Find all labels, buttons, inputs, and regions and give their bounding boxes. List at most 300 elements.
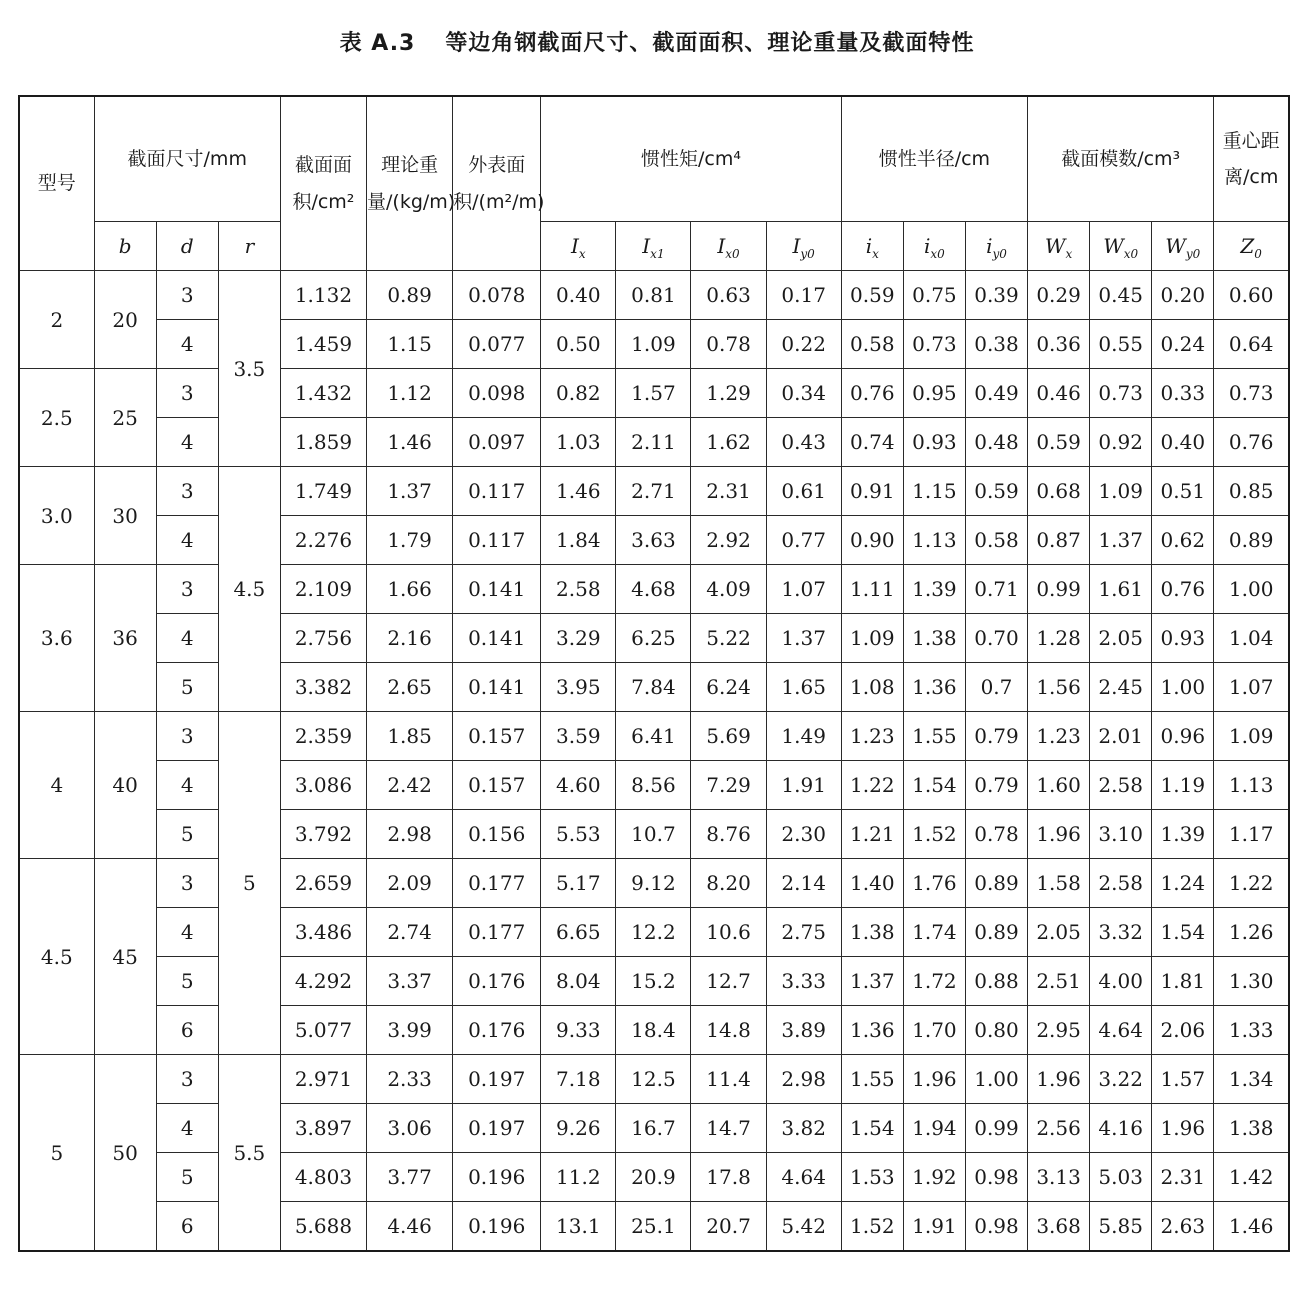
cell-model: 4.5 — [19, 859, 94, 1055]
cell-z0: 1.00 — [1214, 565, 1289, 614]
cell-z0: 1.46 — [1214, 1202, 1289, 1252]
table-row — [19, 516, 1289, 565]
sub-header-wx0: $W_{x0}$ — [1090, 222, 1152, 271]
cell-surface: 0.117 — [453, 467, 541, 516]
cell-d: 3 — [156, 369, 218, 418]
cell-ry0: 1.00 — [965, 1055, 1027, 1104]
cell-iy0: 2.75 — [766, 908, 841, 957]
cell-rx: 1.40 — [841, 859, 903, 908]
cell-d: 4 — [156, 614, 218, 663]
cell-ix0: 20.7 — [691, 1202, 766, 1252]
cell-wx: 3.68 — [1028, 1202, 1090, 1252]
cell-ry0: 0.79 — [965, 761, 1027, 810]
cell-area: 5.688 — [280, 1202, 366, 1252]
cell-wx: 1.28 — [1028, 614, 1090, 663]
cell-wx0: 2.58 — [1090, 761, 1152, 810]
cell-ry0: 0.78 — [965, 810, 1027, 859]
cell-wx: 2.05 — [1028, 908, 1090, 957]
cell-wy0: 0.76 — [1152, 565, 1214, 614]
cell-d: 3 — [156, 565, 218, 614]
sub-header-ix: $i_x$ — [841, 222, 903, 271]
cell-iy0: 1.37 — [766, 614, 841, 663]
cell-area: 1.859 — [280, 418, 366, 467]
sub-header-ix1: $I_{x1}$ — [616, 222, 691, 271]
cell-iy0: 4.64 — [766, 1153, 841, 1202]
cell-wx0: 0.73 — [1090, 369, 1152, 418]
cell-d: 5 — [156, 1153, 218, 1202]
cell-wx: 0.46 — [1028, 369, 1090, 418]
cell-rx: 1.52 — [841, 1202, 903, 1252]
cell-ix1: 1.57 — [616, 369, 691, 418]
cell-wx: 2.51 — [1028, 957, 1090, 1006]
cell-rx: 0.74 — [841, 418, 903, 467]
cell-weight: 1.15 — [367, 320, 453, 369]
cell-ix0: 5.69 — [691, 712, 766, 761]
header-area: 截面面积/cm² — [280, 96, 366, 271]
cell-ix: 3.59 — [541, 712, 616, 761]
cell-weight: 2.98 — [367, 810, 453, 859]
cell-ix1: 9.12 — [616, 859, 691, 908]
cell-d: 5 — [156, 810, 218, 859]
cell-r: 5.5 — [218, 1055, 280, 1252]
cell-wy0: 1.57 — [1152, 1055, 1214, 1104]
cell-z0: 1.38 — [1214, 1104, 1289, 1153]
cell-wx0: 2.58 — [1090, 859, 1152, 908]
cell-wx0: 0.45 — [1090, 271, 1152, 320]
cell-weight: 1.12 — [367, 369, 453, 418]
cell-d: 4 — [156, 908, 218, 957]
cell-ix1: 6.41 — [616, 712, 691, 761]
cell-wy0: 0.40 — [1152, 418, 1214, 467]
cell-area: 2.971 — [280, 1055, 366, 1104]
cell-wx0: 3.10 — [1090, 810, 1152, 859]
cell-iy0: 1.91 — [766, 761, 841, 810]
cell-wx0: 0.92 — [1090, 418, 1152, 467]
cell-ix0: 0.78 — [691, 320, 766, 369]
cell-weight: 1.46 — [367, 418, 453, 467]
cell-ix: 11.2 — [541, 1153, 616, 1202]
table-row — [19, 1104, 1289, 1153]
cell-rx: 1.38 — [841, 908, 903, 957]
cell-rx0: 1.96 — [903, 1055, 965, 1104]
cell-rx: 1.22 — [841, 761, 903, 810]
cell-wx: 1.58 — [1028, 859, 1090, 908]
cell-iy0: 1.07 — [766, 565, 841, 614]
table-row — [19, 810, 1289, 859]
sub-header-iy0: $I_{y0}$ — [766, 222, 841, 271]
cell-rx0: 1.91 — [903, 1202, 965, 1252]
cell-area: 3.486 — [280, 908, 366, 957]
cell-weight: 1.66 — [367, 565, 453, 614]
cell-d: 4 — [156, 761, 218, 810]
cell-ix: 0.82 — [541, 369, 616, 418]
table-body — [19, 271, 1289, 1252]
cell-weight: 2.33 — [367, 1055, 453, 1104]
header-dims: 截面尺寸/mm — [94, 96, 280, 222]
cell-area: 2.109 — [280, 565, 366, 614]
cell-area: 2.756 — [280, 614, 366, 663]
cell-d: 3 — [156, 1055, 218, 1104]
cell-ry0: 0.59 — [965, 467, 1027, 516]
cell-b: 30 — [94, 467, 156, 565]
cell-wy0: 0.62 — [1152, 516, 1214, 565]
table-row — [19, 859, 1289, 908]
cell-z0: 0.60 — [1214, 271, 1289, 320]
cell-surface: 0.098 — [453, 369, 541, 418]
cell-area: 2.659 — [280, 859, 366, 908]
cell-ix0: 7.29 — [691, 761, 766, 810]
sub-header-wy0: $W_{y0}$ — [1152, 222, 1214, 271]
cell-ry0: 0.88 — [965, 957, 1027, 1006]
table-row — [19, 320, 1289, 369]
cell-wy0: 0.24 — [1152, 320, 1214, 369]
cell-b: 50 — [94, 1055, 156, 1252]
header-radius: 惯性半径/cm — [841, 96, 1027, 222]
cell-surface: 0.141 — [453, 565, 541, 614]
cell-rx: 1.55 — [841, 1055, 903, 1104]
cell-wx: 1.56 — [1028, 663, 1090, 712]
header-model: 型号 — [19, 96, 94, 271]
cell-model: 3.6 — [19, 565, 94, 712]
cell-ix0: 14.7 — [691, 1104, 766, 1153]
cell-wy0: 2.31 — [1152, 1153, 1214, 1202]
cell-r: 4.5 — [218, 467, 280, 712]
cell-ix0: 1.29 — [691, 369, 766, 418]
cell-iy0: 3.82 — [766, 1104, 841, 1153]
cell-surface: 0.117 — [453, 516, 541, 565]
cell-ix: 1.46 — [541, 467, 616, 516]
sub-header-wx: $W_x$ — [1028, 222, 1090, 271]
cell-ix1: 2.71 — [616, 467, 691, 516]
sub-header-z0: $Z_0$ — [1214, 222, 1289, 271]
cell-weight: 1.79 — [367, 516, 453, 565]
cell-iy0: 0.61 — [766, 467, 841, 516]
cell-wy0: 1.96 — [1152, 1104, 1214, 1153]
sub-header-r: r — [218, 222, 280, 271]
table-row — [19, 614, 1289, 663]
cell-ix0: 2.31 — [691, 467, 766, 516]
cell-rx: 1.54 — [841, 1104, 903, 1153]
cell-ix1: 8.56 — [616, 761, 691, 810]
cell-z0: 1.04 — [1214, 614, 1289, 663]
cell-wx: 0.87 — [1028, 516, 1090, 565]
cell-surface: 0.196 — [453, 1153, 541, 1202]
cell-wx: 0.36 — [1028, 320, 1090, 369]
cell-ix1: 12.2 — [616, 908, 691, 957]
table-row — [19, 467, 1289, 516]
cell-rx0: 1.38 — [903, 614, 965, 663]
header-modulus: 截面模数/cm³ — [1028, 96, 1214, 222]
cell-ry0: 0.39 — [965, 271, 1027, 320]
cell-wx0: 0.55 — [1090, 320, 1152, 369]
cell-rx: 0.91 — [841, 467, 903, 516]
cell-rx: 0.58 — [841, 320, 903, 369]
cell-wx: 2.56 — [1028, 1104, 1090, 1153]
cell-ix: 2.58 — [541, 565, 616, 614]
cell-ix: 0.40 — [541, 271, 616, 320]
cell-ix: 8.04 — [541, 957, 616, 1006]
header-surface: 外表面积/(m²/m) — [453, 96, 541, 271]
cell-ix0: 10.6 — [691, 908, 766, 957]
table-row — [19, 1153, 1289, 1202]
cell-b: 45 — [94, 859, 156, 1055]
cell-ix: 7.18 — [541, 1055, 616, 1104]
cell-ix: 0.50 — [541, 320, 616, 369]
cell-weight: 0.89 — [367, 271, 453, 320]
cell-b: 40 — [94, 712, 156, 859]
cell-rx0: 1.92 — [903, 1153, 965, 1202]
cell-ix1: 7.84 — [616, 663, 691, 712]
cell-model: 2.5 — [19, 369, 94, 467]
cell-area: 3.382 — [280, 663, 366, 712]
sub-header-b: b — [94, 222, 156, 271]
cell-ix0: 11.4 — [691, 1055, 766, 1104]
cell-wx0: 1.09 — [1090, 467, 1152, 516]
table-title — [0, 26, 1314, 57]
cell-wy0: 1.19 — [1152, 761, 1214, 810]
cell-wx0: 3.32 — [1090, 908, 1152, 957]
table-row — [19, 761, 1289, 810]
cell-ix: 5.17 — [541, 859, 616, 908]
cell-surface: 0.141 — [453, 614, 541, 663]
table-row — [19, 418, 1289, 467]
header-weight: 理论重量/(kg/m) — [367, 96, 453, 271]
cell-ry0: 0.89 — [965, 859, 1027, 908]
cell-rx: 1.09 — [841, 614, 903, 663]
cell-d: 4 — [156, 1104, 218, 1153]
cell-wy0: 1.24 — [1152, 859, 1214, 908]
cell-z0: 1.07 — [1214, 663, 1289, 712]
cell-ry0: 0.71 — [965, 565, 1027, 614]
cell-ry0: 0.79 — [965, 712, 1027, 761]
cell-d: 4 — [156, 516, 218, 565]
table-row — [19, 957, 1289, 1006]
cell-area: 4.803 — [280, 1153, 366, 1202]
cell-wx0: 1.61 — [1090, 565, 1152, 614]
table-row — [19, 271, 1289, 320]
cell-rx0: 1.94 — [903, 1104, 965, 1153]
cell-surface: 0.157 — [453, 761, 541, 810]
cell-model: 4 — [19, 712, 94, 859]
cell-r: 3.5 — [218, 271, 280, 467]
cell-ry0: 0.48 — [965, 418, 1027, 467]
cell-ix0: 14.8 — [691, 1006, 766, 1055]
cell-rx0: 1.76 — [903, 859, 965, 908]
cell-area: 2.276 — [280, 516, 366, 565]
cell-area: 4.292 — [280, 957, 366, 1006]
cell-weight: 4.46 — [367, 1202, 453, 1252]
cell-model: 2 — [19, 271, 94, 369]
cell-wx0: 3.22 — [1090, 1055, 1152, 1104]
cell-area: 1.132 — [280, 271, 366, 320]
cell-rx0: 1.54 — [903, 761, 965, 810]
cell-rx0: 1.74 — [903, 908, 965, 957]
cell-iy0: 0.34 — [766, 369, 841, 418]
cell-ix1: 20.9 — [616, 1153, 691, 1202]
cell-ix0: 6.24 — [691, 663, 766, 712]
cell-wx: 1.60 — [1028, 761, 1090, 810]
cell-surface: 0.078 — [453, 271, 541, 320]
cell-weight: 2.65 — [367, 663, 453, 712]
cell-d: 3 — [156, 712, 218, 761]
cell-area: 3.792 — [280, 810, 366, 859]
cell-wy0: 2.63 — [1152, 1202, 1214, 1252]
table-row — [19, 1202, 1289, 1252]
cell-wy0: 0.96 — [1152, 712, 1214, 761]
cell-weight: 3.37 — [367, 957, 453, 1006]
cell-rx0: 1.36 — [903, 663, 965, 712]
cell-rx: 1.23 — [841, 712, 903, 761]
cell-area: 1.459 — [280, 320, 366, 369]
cell-z0: 0.73 — [1214, 369, 1289, 418]
cell-ix0: 17.8 — [691, 1153, 766, 1202]
cell-d: 4 — [156, 320, 218, 369]
cell-rx0: 1.72 — [903, 957, 965, 1006]
cell-surface: 0.176 — [453, 957, 541, 1006]
cell-wy0: 2.06 — [1152, 1006, 1214, 1055]
cell-z0: 1.30 — [1214, 957, 1289, 1006]
cell-z0: 1.33 — [1214, 1006, 1289, 1055]
cell-ry0: 0.80 — [965, 1006, 1027, 1055]
cell-ix0: 12.7 — [691, 957, 766, 1006]
cell-z0: 0.76 — [1214, 418, 1289, 467]
cell-wx0: 4.00 — [1090, 957, 1152, 1006]
cell-ix1: 1.09 — [616, 320, 691, 369]
cell-ix1: 2.11 — [616, 418, 691, 467]
cell-ix1: 25.1 — [616, 1202, 691, 1252]
cell-rx0: 1.13 — [903, 516, 965, 565]
cell-d: 5 — [156, 663, 218, 712]
cell-surface: 0.157 — [453, 712, 541, 761]
cell-surface: 0.197 — [453, 1104, 541, 1153]
cell-ix1: 18.4 — [616, 1006, 691, 1055]
cell-wx0: 2.45 — [1090, 663, 1152, 712]
table-row — [19, 565, 1289, 614]
cell-area: 3.086 — [280, 761, 366, 810]
cell-z0: 1.26 — [1214, 908, 1289, 957]
cell-ry0: 0.98 — [965, 1202, 1027, 1252]
cell-ry0: 0.38 — [965, 320, 1027, 369]
cell-wx0: 2.05 — [1090, 614, 1152, 663]
cell-wx: 0.68 — [1028, 467, 1090, 516]
header-inertia: 惯性矩/cm⁴ — [541, 96, 841, 222]
sub-header-ix: $I_x$ — [541, 222, 616, 271]
cell-ix1: 3.63 — [616, 516, 691, 565]
cell-ry0: 0.70 — [965, 614, 1027, 663]
sub-header-ix0: $I_{x0}$ — [691, 222, 766, 271]
cell-weight: 2.42 — [367, 761, 453, 810]
cell-z0: 1.42 — [1214, 1153, 1289, 1202]
cell-z0: 1.13 — [1214, 761, 1289, 810]
cell-ry0: 0.58 — [965, 516, 1027, 565]
cell-ix: 4.60 — [541, 761, 616, 810]
cell-wy0: 1.00 — [1152, 663, 1214, 712]
cell-ix: 5.53 — [541, 810, 616, 859]
cell-iy0: 0.17 — [766, 271, 841, 320]
cell-weight: 1.37 — [367, 467, 453, 516]
header-centroid: 重心距离/cm — [1214, 96, 1289, 222]
cell-iy0: 0.22 — [766, 320, 841, 369]
cell-ix0: 2.92 — [691, 516, 766, 565]
cell-rx0: 0.73 — [903, 320, 965, 369]
cell-model: 5 — [19, 1055, 94, 1252]
cell-surface: 0.177 — [453, 908, 541, 957]
cell-d: 3 — [156, 467, 218, 516]
cell-rx0: 1.39 — [903, 565, 965, 614]
cell-wy0: 0.33 — [1152, 369, 1214, 418]
cell-iy0: 1.49 — [766, 712, 841, 761]
cell-area: 2.359 — [280, 712, 366, 761]
sub-header-ix0: $i_{x0}$ — [903, 222, 965, 271]
cell-weight: 3.99 — [367, 1006, 453, 1055]
table-row — [19, 369, 1289, 418]
cell-b: 25 — [94, 369, 156, 467]
cell-rx: 1.21 — [841, 810, 903, 859]
cell-ix1: 15.2 — [616, 957, 691, 1006]
cell-surface: 0.141 — [453, 663, 541, 712]
cell-z0: 1.09 — [1214, 712, 1289, 761]
cell-ix: 9.26 — [541, 1104, 616, 1153]
cell-wx: 2.95 — [1028, 1006, 1090, 1055]
cell-wx: 0.99 — [1028, 565, 1090, 614]
cell-surface: 0.176 — [453, 1006, 541, 1055]
cell-wx0: 5.03 — [1090, 1153, 1152, 1202]
cell-wy0: 1.39 — [1152, 810, 1214, 859]
cell-wx0: 5.85 — [1090, 1202, 1152, 1252]
cell-wx0: 4.64 — [1090, 1006, 1152, 1055]
cell-d: 5 — [156, 957, 218, 1006]
cell-z0: 1.34 — [1214, 1055, 1289, 1104]
cell-rx: 1.36 — [841, 1006, 903, 1055]
cell-d: 6 — [156, 1006, 218, 1055]
cell-rx0: 1.52 — [903, 810, 965, 859]
cell-rx: 0.76 — [841, 369, 903, 418]
cell-ix: 3.29 — [541, 614, 616, 663]
cell-rx0: 0.95 — [903, 369, 965, 418]
cell-wy0: 0.93 — [1152, 614, 1214, 663]
cell-weight: 2.16 — [367, 614, 453, 663]
cell-weight: 2.09 — [367, 859, 453, 908]
cell-rx: 1.08 — [841, 663, 903, 712]
cell-rx0: 1.15 — [903, 467, 965, 516]
cell-iy0: 2.98 — [766, 1055, 841, 1104]
cell-surface: 0.097 — [453, 418, 541, 467]
cell-ix1: 6.25 — [616, 614, 691, 663]
cell-rx: 0.90 — [841, 516, 903, 565]
sub-header-iy0: $i_{y0}$ — [965, 222, 1027, 271]
cell-r: 5 — [218, 712, 280, 1055]
cell-rx0: 1.70 — [903, 1006, 965, 1055]
cell-z0: 0.89 — [1214, 516, 1289, 565]
cell-ry0: 0.99 — [965, 1104, 1027, 1153]
cell-wx0: 1.37 — [1090, 516, 1152, 565]
cell-wx0: 4.16 — [1090, 1104, 1152, 1153]
cell-ix1: 4.68 — [616, 565, 691, 614]
cell-ix: 13.1 — [541, 1202, 616, 1252]
cell-wy0: 1.81 — [1152, 957, 1214, 1006]
cell-ry0: 0.89 — [965, 908, 1027, 957]
cell-weight: 1.85 — [367, 712, 453, 761]
cell-iy0: 5.42 — [766, 1202, 841, 1252]
cell-ix1: 0.81 — [616, 271, 691, 320]
cell-ix: 1.03 — [541, 418, 616, 467]
table-row — [19, 1006, 1289, 1055]
cell-d: 4 — [156, 418, 218, 467]
cell-ix0: 0.63 — [691, 271, 766, 320]
cell-iy0: 2.14 — [766, 859, 841, 908]
cell-iy0: 0.77 — [766, 516, 841, 565]
cell-b: 36 — [94, 565, 156, 712]
